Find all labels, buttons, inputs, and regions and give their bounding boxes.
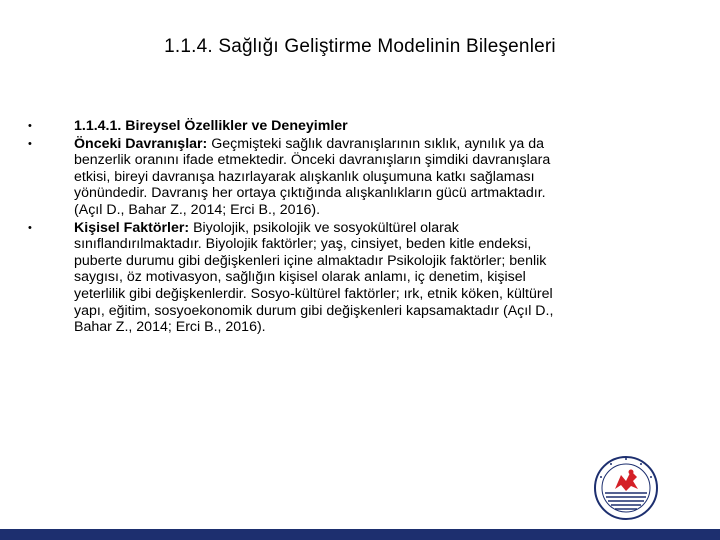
item-text: Geçmişteki sağlık davranışlarının sıklık, aynılık ya da benzerlik oranını ifade etmektedir. Önceki davranışların şimdiki davranışlara etkisi, bireyi davranışa hazırlayarak alışkanlık oluşumuna katkı sağlaması yönündedir. Davranış her ortaya çıktığında alışkanlıkların gücü artmaktadır. (Açıl D., Bahar Z., 2014; Erci B., 2016). [74, 135, 551, 218]
bullet-list [28, 118, 558, 337]
item-heading: Kişisel Faktörler: [74, 219, 190, 236]
bullet-marker: • [28, 120, 32, 132]
slide-title: 1.1.4. Sağlığı Geliştirme Modelinin Bileşenleri [164, 36, 556, 57]
list-item [28, 220, 558, 336]
item-text: Biyolojik, psikolojik ve sosyokültürel olarak sınıflandırılmaktadır. Biyolojik faktörler; yaş, cinsiyet, beden kitle endeksi, puberte durumu gibi değişkenleri içine almaktadır Psikolojik faktörler; benlik saygısı, öz motivasyon, sağlığın kişisel olarak anlamı, iç denetim, kişisel yeterlilik gibi değişkenlerdir. Sosyo-kültürel faktörler; ırk, etnik köken, kültürel yapı, eğitim, sosyoekonomik durum gibi değişkenleri kapsamaktadır (Açıl D., Bahar Z., 2014; Erci B., 2016). [74, 219, 554, 336]
bullet-marker: • [28, 137, 32, 150]
item-heading: 1.1.4.1. Bireysel Özellikler ve Deneyimler [74, 118, 348, 134]
university-logo-icon [593, 455, 659, 521]
bullet-marker: • [28, 221, 32, 234]
item-heading: Önceki Davranışlar: [74, 135, 208, 152]
list-item [28, 118, 558, 135]
list-item [28, 136, 558, 219]
footer-bar [0, 529, 720, 540]
